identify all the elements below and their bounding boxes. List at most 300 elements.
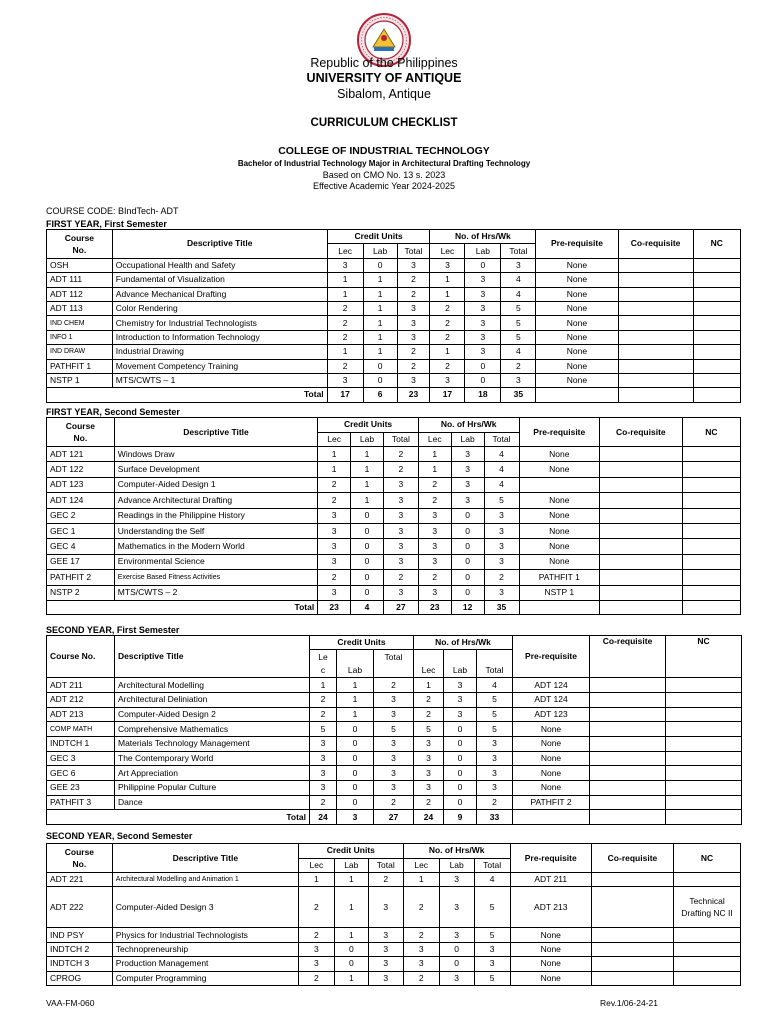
- hrs-lab: 0: [444, 795, 477, 810]
- hrs-total: 5: [477, 692, 513, 707]
- hrs-total: 4: [501, 273, 536, 287]
- nc-cell: [666, 766, 742, 781]
- hrs-lec: 2: [418, 493, 451, 508]
- hrs-lab: 3: [465, 330, 501, 344]
- cu-lab: 1: [363, 330, 397, 344]
- hrs-total: 5: [474, 971, 510, 985]
- total-label: Total: [47, 388, 328, 402]
- course-title: Readings in the Philippine History: [114, 508, 317, 523]
- header-total: Total: [484, 432, 519, 447]
- corequisite: [618, 316, 693, 330]
- hrs-lab: 3: [451, 447, 484, 462]
- header-lec: Lec: [430, 244, 465, 258]
- hrs-lec: 2: [403, 887, 439, 928]
- hrs-lec: 2: [430, 359, 465, 373]
- cu-lec: 2: [298, 971, 334, 985]
- nc-cell: [666, 736, 742, 751]
- total-h-total: 35: [484, 600, 519, 614]
- hrs-total: 3: [484, 554, 519, 569]
- course-code: ADT 212: [47, 692, 115, 707]
- cu-lec: 2: [327, 359, 363, 373]
- corequisite: [590, 751, 666, 766]
- course-title: Computer-Aided Design 3: [112, 887, 298, 928]
- cu-lec: 3: [310, 780, 337, 795]
- nc-cell: [674, 942, 741, 956]
- table-row: [47, 887, 741, 928]
- course-title: The Contemporary World: [115, 751, 310, 766]
- semester-table: [46, 417, 741, 615]
- prerequisite: None: [536, 287, 618, 301]
- semester-table: [46, 635, 742, 825]
- cu-total: 3: [397, 316, 430, 330]
- hrs-lab: 3: [444, 678, 477, 693]
- hrs-lab: 3: [451, 477, 484, 492]
- cu-total: 3: [368, 942, 403, 956]
- cu-lab: 0: [351, 508, 384, 523]
- nc-cell: [682, 539, 740, 554]
- course-code: INDTCH 1: [47, 736, 115, 751]
- course-code: ADT 124: [47, 493, 115, 508]
- header-total: Total: [383, 432, 418, 447]
- corequisite: [590, 678, 666, 693]
- prerequisite: None: [510, 928, 591, 942]
- cu-total: 3: [374, 692, 414, 707]
- hrs-lec: 2: [414, 795, 444, 810]
- nc-cell: [693, 273, 740, 287]
- nc-cell: [693, 330, 740, 344]
- corequisite: [590, 780, 666, 795]
- hrs-total: 3: [501, 258, 536, 272]
- cu-lab: 0: [337, 780, 374, 795]
- hrs-lec: 1: [414, 678, 444, 693]
- cu-lec: 2: [310, 795, 337, 810]
- nc-cell: [674, 971, 741, 985]
- prerequisite: ADT 213: [510, 887, 591, 928]
- effective-year: Effective Academic Year 2024-2025: [313, 181, 455, 191]
- cu-total: 3: [368, 971, 403, 985]
- hrs-total: 5: [501, 316, 536, 330]
- prerequisite: NSTP 1: [519, 585, 600, 600]
- cu-total: 2: [397, 273, 430, 287]
- course-title: Computer-Aided Design 1: [114, 477, 317, 492]
- header-hrs-wk: No. of Hrs/Wk: [418, 418, 519, 433]
- hrs-total: 5: [501, 330, 536, 344]
- cu-lec: 1: [327, 287, 363, 301]
- prerequisite: None: [519, 462, 600, 477]
- prerequisite: None: [536, 345, 618, 359]
- header-lec: Le c: [310, 650, 337, 678]
- nc-cell: [682, 477, 740, 492]
- corequisite: [591, 942, 673, 956]
- total-h-total: 35: [501, 388, 536, 402]
- cu-total: 3: [368, 928, 403, 942]
- table-row: [47, 301, 741, 315]
- hrs-lec: 3: [403, 942, 439, 956]
- cu-total: 3: [397, 301, 430, 315]
- course-title: Mathematics in the Modern World: [114, 539, 317, 554]
- hrs-total: 5: [477, 722, 513, 737]
- university-name: UNIVERSITY OF ANTIQUE: [306, 71, 462, 85]
- course-title: Comprehensive Mathematics: [115, 722, 310, 737]
- header-title: Descriptive Title: [112, 844, 298, 873]
- table-row: [47, 447, 741, 462]
- header-hrs-wk: No. of Hrs/Wk: [403, 844, 510, 859]
- course-code: ADT 113: [47, 301, 113, 315]
- hrs-total: 2: [501, 359, 536, 373]
- cu-lab: 0: [363, 359, 397, 373]
- prerequisite: None: [513, 780, 590, 795]
- cu-total: 3: [374, 736, 414, 751]
- header-lec: Lec: [318, 432, 351, 447]
- header-lab: Lab: [351, 432, 384, 447]
- total-h-lec: 23: [418, 600, 451, 614]
- hrs-lec: 2: [414, 707, 444, 722]
- prerequisite: ADT 211: [510, 873, 591, 887]
- nc-cell: [666, 751, 742, 766]
- total-label: Total: [47, 600, 318, 614]
- course-title: Advance Mechanical Drafting: [112, 287, 327, 301]
- cu-lec: 1: [310, 678, 337, 693]
- form-number: VAA-FM-060: [46, 998, 95, 1008]
- header-title: Descriptive Title: [112, 230, 327, 259]
- hrs-total: 5: [474, 928, 510, 942]
- hrs-lab: 3: [444, 707, 477, 722]
- prerequisite: None: [510, 971, 591, 985]
- prerequisite: None: [536, 273, 618, 287]
- hrs-lab: 3: [439, 928, 474, 942]
- cu-lab: 1: [351, 493, 384, 508]
- course-title: Industrial Drawing: [112, 345, 327, 359]
- course-title: Fundamental of Visualization: [112, 273, 327, 287]
- semester-title: SECOND YEAR, First Semester: [46, 625, 180, 635]
- hrs-total: 5: [484, 493, 519, 508]
- table-row: [47, 570, 741, 585]
- hrs-lec: 2: [403, 928, 439, 942]
- hrs-lec: 1: [418, 447, 451, 462]
- corequisite: [600, 539, 683, 554]
- total-h-lec: 24: [414, 810, 444, 824]
- hrs-lec: 1: [403, 873, 439, 887]
- hrs-total: 5: [474, 887, 510, 928]
- course-code: CPROG: [47, 971, 113, 985]
- cu-lab: 1: [363, 316, 397, 330]
- table-row: [47, 736, 742, 751]
- hrs-lec: 3: [414, 766, 444, 781]
- hrs-total: 3: [477, 751, 513, 766]
- cu-lec: 3: [310, 751, 337, 766]
- prerequisite: None: [536, 258, 618, 272]
- cu-lab: 0: [337, 722, 374, 737]
- hrs-lec: 1: [418, 462, 451, 477]
- corequisite: [618, 301, 693, 315]
- cu-lab: 1: [337, 692, 374, 707]
- cu-lec: 2: [318, 477, 351, 492]
- cu-lec: 2: [318, 493, 351, 508]
- hrs-lab: 0: [444, 751, 477, 766]
- corequisite: [600, 508, 683, 523]
- hrs-total: 5: [501, 301, 536, 315]
- hrs-total: 4: [484, 462, 519, 477]
- hrs-lab: 3: [444, 692, 477, 707]
- header-lab: Lab: [465, 244, 501, 258]
- hrs-total: 3: [477, 766, 513, 781]
- course-code: COMP MATH: [47, 722, 115, 737]
- total-row: [47, 810, 742, 824]
- header-total: Total: [477, 664, 513, 678]
- table-row: [47, 678, 742, 693]
- total-cu-lab: 6: [363, 388, 397, 402]
- cu-total: 3: [383, 554, 418, 569]
- corequisite: [600, 447, 683, 462]
- table-row: [47, 330, 741, 344]
- prerequisite: None: [536, 316, 618, 330]
- semester-title: FIRST YEAR, Second Semester: [46, 407, 180, 417]
- table-row: [47, 493, 741, 508]
- total-row: [47, 388, 741, 402]
- cu-total: 3: [397, 330, 430, 344]
- course-title: Computer Programming: [112, 971, 298, 985]
- course-code: ADT 122: [47, 462, 115, 477]
- cu-lab: 0: [351, 570, 384, 585]
- header-course-no: Course No.: [47, 636, 115, 678]
- cu-lec: 1: [298, 873, 334, 887]
- header-nc: NC: [666, 636, 742, 664]
- course-code: ADT 222: [47, 887, 113, 928]
- course-code: INDTCH 3: [47, 957, 113, 971]
- course-code: ADT 112: [47, 287, 113, 301]
- cu-lec: 3: [298, 957, 334, 971]
- cu-total: 2: [383, 447, 418, 462]
- course-code: COURSE CODE: BIndTech- ADT: [46, 206, 179, 216]
- hrs-lec: 3: [414, 736, 444, 751]
- corequisite: [618, 273, 693, 287]
- course-title: Architectural Modelling: [115, 678, 310, 693]
- cu-lec: 3: [318, 585, 351, 600]
- course-code: NSTP 1: [47, 373, 113, 387]
- header-coreq: Co-requisite: [618, 230, 693, 259]
- total-cu-lec: 24: [310, 810, 337, 824]
- hrs-lec: 3: [418, 523, 451, 538]
- cu-lec: 1: [327, 345, 363, 359]
- prerequisite: PATHFIT 1: [519, 570, 600, 585]
- header-course-no: Course No.: [47, 230, 113, 259]
- table-row: [47, 523, 741, 538]
- hrs-lab: 3: [465, 273, 501, 287]
- corequisite: [591, 957, 673, 971]
- total-cu-total: 27: [374, 810, 414, 824]
- cu-total: 2: [374, 795, 414, 810]
- cu-lec: 2: [327, 316, 363, 330]
- cu-lab: 0: [363, 258, 397, 272]
- course-code: INDTCH 2: [47, 942, 113, 956]
- total-cu-lec: 17: [327, 388, 363, 402]
- prerequisite: None: [536, 301, 618, 315]
- cu-lab: 0: [351, 523, 384, 538]
- corequisite: [590, 722, 666, 737]
- hrs-lec: 1: [430, 287, 465, 301]
- course-title: Environmental Science: [114, 554, 317, 569]
- prerequisite: None: [519, 539, 600, 554]
- hrs-lab: 0: [451, 554, 484, 569]
- semester-table: [46, 843, 741, 986]
- hrs-lab: 0: [444, 722, 477, 737]
- total-row: [47, 600, 741, 614]
- course-title: Surface Development: [114, 462, 317, 477]
- semester-title: FIRST YEAR, First Semester: [46, 219, 167, 229]
- cu-lab: 0: [337, 766, 374, 781]
- header-prereq: Pre-requisite: [513, 636, 590, 678]
- nc-cell: [674, 873, 741, 887]
- cu-lec: 3: [310, 736, 337, 751]
- header-total: Total: [397, 244, 430, 258]
- hrs-lab: 3: [451, 462, 484, 477]
- course-title: Understanding the Self: [114, 523, 317, 538]
- hrs-lab: 0: [451, 539, 484, 554]
- nc-cell: [682, 508, 740, 523]
- nc-cell: [693, 373, 740, 387]
- cu-total: 3: [374, 766, 414, 781]
- hrs-lab: 3: [465, 287, 501, 301]
- hrs-lab: 0: [451, 585, 484, 600]
- hrs-lec: 2: [430, 301, 465, 315]
- corequisite: [591, 873, 673, 887]
- header-lab: Lab: [451, 432, 484, 447]
- table-row: [47, 707, 742, 722]
- hrs-total: 3: [474, 942, 510, 956]
- nc-cell: [693, 316, 740, 330]
- cu-lec: 3: [318, 554, 351, 569]
- course-code: ADT 121: [47, 447, 115, 462]
- university-location: Sibalom, Antique: [337, 87, 431, 101]
- table-row: [47, 971, 741, 985]
- corequisite: [591, 928, 673, 942]
- header-prereq: Pre-requisite: [519, 418, 600, 447]
- cu-total: 3: [374, 707, 414, 722]
- corequisite: [618, 330, 693, 344]
- course-code: ADT 123: [47, 477, 115, 492]
- hrs-total: 3: [484, 508, 519, 523]
- course-code: GEC 1: [47, 523, 115, 538]
- hrs-lab: 0: [451, 523, 484, 538]
- corequisite: [591, 971, 673, 985]
- cu-total: 3: [383, 477, 418, 492]
- hrs-lec: 3: [414, 780, 444, 795]
- course-title: Computer-Aided Design 2: [115, 707, 310, 722]
- cu-total: 2: [397, 287, 430, 301]
- table-row: [47, 766, 742, 781]
- cu-lec: 1: [318, 447, 351, 462]
- table-row: [47, 539, 741, 554]
- cu-total: 2: [397, 359, 430, 373]
- course-title: Physics for Industrial Technologists: [112, 928, 298, 942]
- hrs-lec: 3: [430, 258, 465, 272]
- total-cu-lab: 3: [337, 810, 374, 824]
- header-lab: Lab: [439, 858, 474, 873]
- course-code: GEC 2: [47, 508, 115, 523]
- corequisite: [590, 736, 666, 751]
- prerequisite: None: [519, 447, 600, 462]
- cu-lec: 2: [318, 570, 351, 585]
- header-prereq: Pre-requisite: [536, 230, 618, 259]
- hrs-total: 2: [477, 795, 513, 810]
- table-row: [47, 942, 741, 956]
- prerequisite: None: [513, 722, 590, 737]
- header-total: Total: [474, 858, 510, 873]
- revision-number: Rev.1/06-24-21: [600, 998, 658, 1008]
- cu-lec: 2: [327, 301, 363, 315]
- nc-cell: [666, 722, 742, 737]
- hrs-lab: 3: [465, 316, 501, 330]
- cu-lab: 1: [363, 301, 397, 315]
- course-code: NSTP 2: [47, 585, 115, 600]
- hrs-total: 4: [501, 287, 536, 301]
- cu-lab: 1: [334, 873, 368, 887]
- nc-cell: [666, 707, 742, 722]
- cu-lab: 1: [334, 887, 368, 928]
- prerequisite: None: [510, 942, 591, 956]
- nc-cell: [666, 692, 742, 707]
- header-credit-units: Credit Units: [318, 418, 419, 433]
- college-name: COLLEGE OF INDUSTRIAL TECHNOLOGY: [278, 145, 490, 157]
- nc-cell: [682, 570, 740, 585]
- corequisite: [600, 523, 683, 538]
- nc-cell: [682, 554, 740, 569]
- prerequisite: ADT 124: [513, 678, 590, 693]
- header-lab: Lab: [334, 858, 368, 873]
- hrs-total: 4: [484, 447, 519, 462]
- hrs-lec: 2: [418, 477, 451, 492]
- hrs-lab: 0: [439, 957, 474, 971]
- corequisite: [618, 258, 693, 272]
- course-code: GEC 4: [47, 539, 115, 554]
- course-title: Architectural Deliniation: [115, 692, 310, 707]
- course-title: Advance Architectural Drafting: [114, 493, 317, 508]
- corequisite: [618, 345, 693, 359]
- corequisite: [618, 359, 693, 373]
- cu-total: 2: [383, 570, 418, 585]
- hrs-lab: 0: [451, 508, 484, 523]
- cu-lec: 3: [318, 523, 351, 538]
- nc-cell: [693, 258, 740, 272]
- table-row: [47, 508, 741, 523]
- cu-total: 2: [374, 678, 414, 693]
- header-lec: Lec: [418, 432, 451, 447]
- course-title: Art Appreciation: [115, 766, 310, 781]
- hrs-lab: 0: [444, 780, 477, 795]
- corequisite: [590, 707, 666, 722]
- course-title: MTS/CWTS – 2: [114, 585, 317, 600]
- cu-lec: 1: [318, 462, 351, 477]
- hrs-total: 3: [501, 373, 536, 387]
- cu-total: 3: [383, 539, 418, 554]
- semester-title: SECOND YEAR, Second Semester: [46, 831, 193, 841]
- cu-lab: 0: [351, 539, 384, 554]
- total-cu-lab: 4: [351, 600, 384, 614]
- course-title: Architectural Modelling and Animation 1: [112, 873, 298, 887]
- course-title: Introduction to Information Technology: [112, 330, 327, 344]
- table-row: [47, 692, 742, 707]
- course-code: IND DRAW: [47, 345, 113, 359]
- nc-cell: Technical Drafting NC II: [674, 887, 741, 928]
- total-cu-total: 27: [383, 600, 418, 614]
- hrs-lec: 2: [430, 316, 465, 330]
- header-lec: Lec: [298, 858, 334, 873]
- header-total: Total: [501, 244, 536, 258]
- hrs-lec: 3: [418, 585, 451, 600]
- header-nc: NC: [674, 844, 741, 873]
- total-h-lab: 18: [465, 388, 501, 402]
- course-title: MTS/CWTS – 1: [112, 373, 327, 387]
